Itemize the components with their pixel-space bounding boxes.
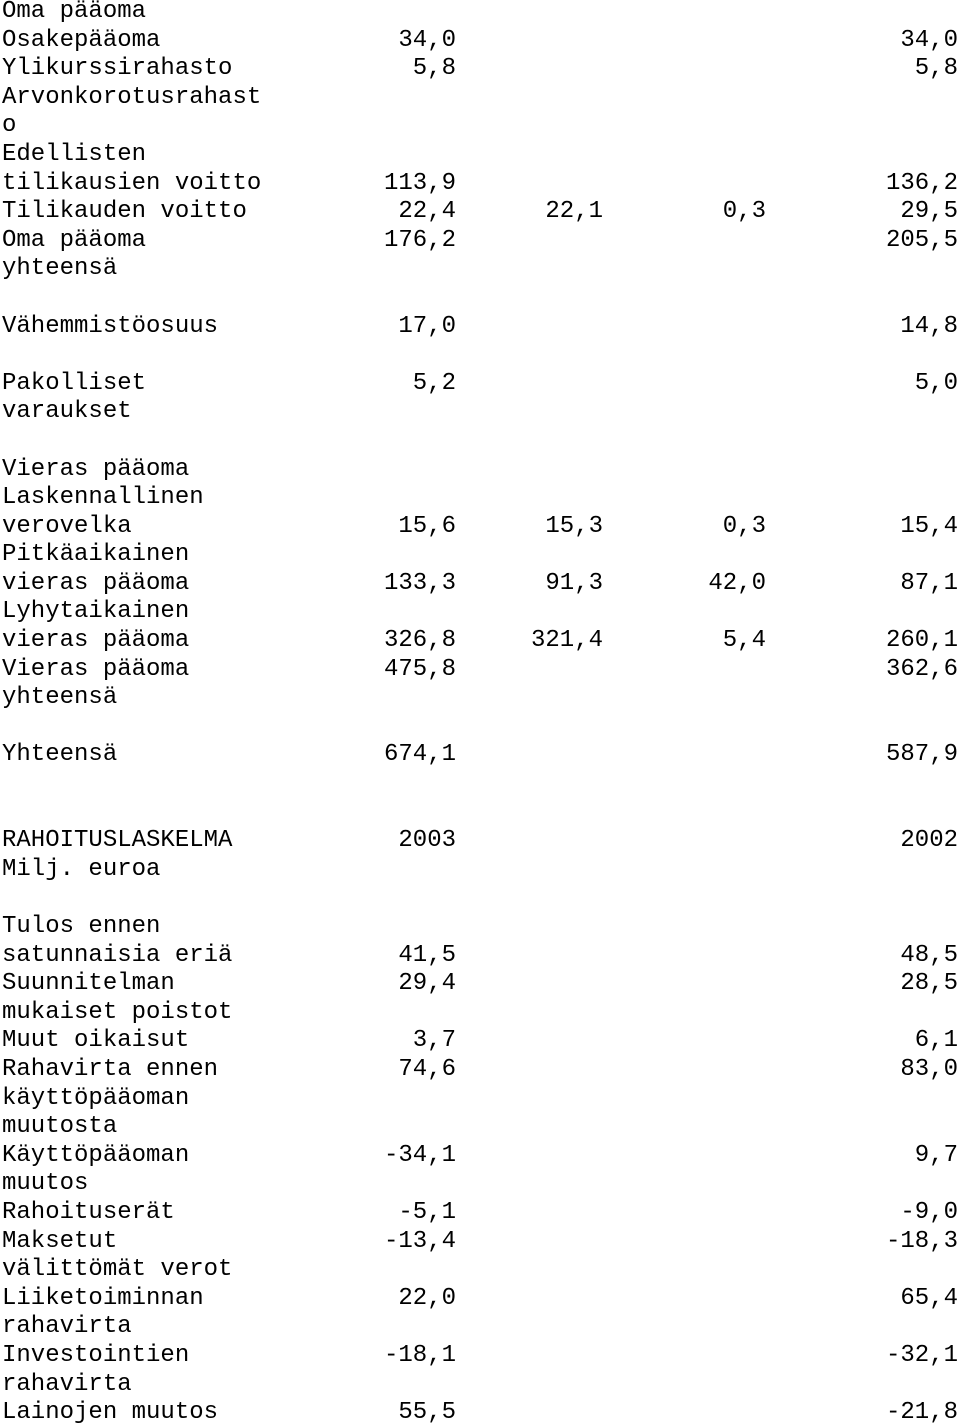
line-label: Laskennallinen — [2, 484, 204, 512]
document-line — [2, 513, 958, 542]
value-col-4: 9,7 — [914, 1141, 958, 1169]
value-col-1: -5,1 — [398, 1198, 456, 1226]
line-label: käyttöpääoman — [2, 1084, 190, 1112]
line-label: Liiketoiminnan — [2, 1284, 204, 1312]
document-line — [2, 1056, 958, 1085]
document-line — [2, 913, 958, 942]
document-line — [2, 656, 958, 685]
line-label: Suunnitelman — [2, 970, 175, 998]
document-line — [2, 456, 958, 485]
value-col-1: 29,4 — [398, 970, 456, 998]
document-line — [2, 799, 958, 828]
line-label: mukaiset poistot — [2, 998, 233, 1026]
value-col-4: 28,5 — [900, 970, 958, 998]
line-label: Ylikurssirahasto — [2, 55, 233, 83]
document-line — [2, 112, 958, 141]
value-col-1: 475,8 — [383, 655, 456, 683]
document-line — [2, 1228, 958, 1257]
document-line — [2, 255, 958, 284]
value-col-1: -18,1 — [383, 1341, 456, 1369]
line-label: muutosta — [2, 1113, 118, 1141]
value-col-1: 17,0 — [398, 312, 456, 340]
document-line — [2, 427, 958, 456]
document-line — [2, 684, 958, 713]
value-col-1: 15,6 — [398, 512, 456, 540]
line-label: Lyhytaikainen — [2, 598, 190, 626]
value-col-3: 0,3 — [722, 198, 766, 226]
line-label: muutos — [2, 1170, 89, 1198]
document-line — [2, 1199, 958, 1228]
document-line — [2, 0, 958, 27]
value-col-2: 15,3 — [545, 512, 603, 540]
value-col-3: 42,0 — [708, 569, 766, 597]
value-col-4: 362,6 — [885, 655, 958, 683]
line-label: Edellisten — [2, 140, 147, 168]
document-line — [2, 198, 958, 227]
value-col-4: -21,8 — [885, 1399, 958, 1427]
value-col-4: -32,1 — [885, 1341, 958, 1369]
line-label: varaukset — [2, 398, 132, 426]
value-col-1: 674,1 — [383, 741, 456, 769]
document-line — [2, 1371, 958, 1400]
document-line — [2, 170, 958, 199]
document-line — [2, 1027, 958, 1056]
line-label: Muut oikaisut — [2, 1027, 190, 1055]
value-col-4: 205,5 — [885, 226, 958, 254]
line-label: RAHOITUSLASKELMA — [2, 827, 233, 855]
document-line — [2, 1142, 958, 1171]
document-line — [2, 856, 958, 885]
line-label: vieras pääoma — [2, 627, 190, 655]
value-col-4: 83,0 — [900, 1055, 958, 1083]
value-col-1: 55,5 — [398, 1399, 456, 1427]
line-label: Investointien — [2, 1341, 190, 1369]
value-col-4: 587,9 — [885, 741, 958, 769]
line-label: Vieras pääoma — [2, 455, 190, 483]
line-label: Tulos ennen — [2, 913, 161, 940]
value-col-1: 3,7 — [412, 1027, 456, 1055]
value-col-4: 15,4 — [900, 512, 958, 540]
value-col-4: 260,1 — [885, 627, 958, 655]
document-line — [2, 1085, 958, 1114]
value-col-1: 22,4 — [398, 198, 456, 226]
value-col-1: 5,8 — [412, 55, 456, 83]
document-line — [2, 627, 958, 656]
value-col-4: 34,0 — [900, 26, 958, 54]
value-col-4: 65,4 — [900, 1284, 958, 1312]
document-line — [2, 1256, 958, 1285]
value-col-1: 2003 — [398, 827, 456, 855]
document-line — [2, 713, 958, 742]
line-label: tilikausien voitto — [2, 169, 262, 197]
line-label: Milj. euroa — [2, 855, 161, 883]
line-label: Rahavirta ennen — [2, 1055, 219, 1083]
line-label: Käyttöpääoman — [2, 1141, 190, 1169]
value-col-4: 5,8 — [914, 55, 958, 83]
line-label: vieras pääoma — [2, 569, 190, 597]
value-col-1: 326,8 — [383, 627, 456, 655]
line-label: Tilikauden voitto — [2, 198, 247, 226]
document-line — [2, 341, 958, 370]
document-line — [2, 313, 958, 342]
line-label: Vieras pääoma — [2, 655, 190, 683]
line-label: Oma pääoma — [2, 0, 147, 25]
value-col-3: 5,4 — [722, 627, 766, 655]
line-label: Arvonkorotusrahast — [2, 83, 262, 111]
document-line — [2, 598, 958, 627]
value-col-1: -34,1 — [383, 1141, 456, 1169]
document-line — [2, 970, 958, 999]
value-col-1: -13,4 — [383, 1227, 456, 1255]
value-col-2: 91,3 — [545, 569, 603, 597]
document-line — [2, 570, 958, 599]
document-line — [2, 1170, 958, 1199]
line-label: Vähemmistöosuus — [2, 312, 219, 340]
value-col-4: -18,3 — [885, 1227, 958, 1255]
value-col-1: 5,2 — [412, 369, 456, 397]
line-label: satunnaisia eriä — [2, 941, 233, 969]
line-label: Yhteensä — [2, 741, 118, 769]
line-label: välittömät verot — [2, 1256, 233, 1284]
value-col-4: 136,2 — [885, 169, 958, 197]
value-col-4: 48,5 — [900, 941, 958, 969]
document-line — [2, 370, 958, 399]
document-line — [2, 398, 958, 427]
line-label: rahavirta — [2, 1370, 132, 1398]
document-line — [2, 484, 958, 513]
document-line — [2, 284, 958, 313]
document-line — [2, 1342, 958, 1371]
value-col-3: 0,3 — [722, 512, 766, 540]
line-label: Oma pääoma — [2, 226, 147, 254]
document-line — [2, 27, 958, 56]
document-line — [2, 1285, 958, 1314]
document-line — [2, 999, 958, 1028]
value-col-1: 34,0 — [398, 26, 456, 54]
document-line — [2, 770, 958, 799]
document-line — [2, 84, 958, 113]
document-line — [2, 227, 958, 256]
document-line — [2, 1113, 958, 1142]
document-line — [2, 55, 958, 84]
value-col-4: 6,1 — [914, 1027, 958, 1055]
document-line — [2, 1313, 958, 1342]
line-label: rahavirta — [2, 1313, 132, 1341]
line-label: Osakepääoma — [2, 26, 161, 54]
value-col-4: 2002 — [900, 827, 958, 855]
line-label: Pakolliset — [2, 369, 147, 397]
line-label: yhteensä — [2, 684, 118, 712]
value-col-4: -9,0 — [900, 1198, 958, 1226]
financial-document — [2, 0, 958, 1428]
value-col-1: 133,3 — [383, 569, 456, 597]
document-line — [2, 141, 958, 170]
value-col-1: 113,9 — [383, 169, 456, 197]
line-label: Rahoituserät — [2, 1198, 175, 1226]
value-col-4: 87,1 — [900, 569, 958, 597]
document-line — [2, 741, 958, 770]
value-col-1: 41,5 — [398, 941, 456, 969]
value-col-4: 14,8 — [900, 312, 958, 340]
value-col-2: 22,1 — [545, 198, 603, 226]
value-col-1: 74,6 — [398, 1055, 456, 1083]
document-line — [2, 1399, 958, 1428]
value-col-1: 22,0 — [398, 1284, 456, 1312]
line-label: verovelka — [2, 512, 132, 540]
line-label: yhteensä — [2, 255, 118, 283]
line-label: Pitkäaikainen — [2, 541, 190, 569]
value-col-4: 29,5 — [900, 198, 958, 226]
value-col-1: 176,2 — [383, 226, 456, 254]
document-line — [2, 942, 958, 971]
document-line — [2, 541, 958, 570]
value-col-2: 321,4 — [530, 627, 603, 655]
document-line — [2, 827, 958, 856]
line-label: o — [2, 112, 17, 140]
document-line — [2, 884, 958, 913]
line-label: Maksetut — [2, 1227, 118, 1255]
value-col-4: 5,0 — [914, 369, 958, 397]
line-label: Lainojen muutos — [2, 1399, 219, 1427]
